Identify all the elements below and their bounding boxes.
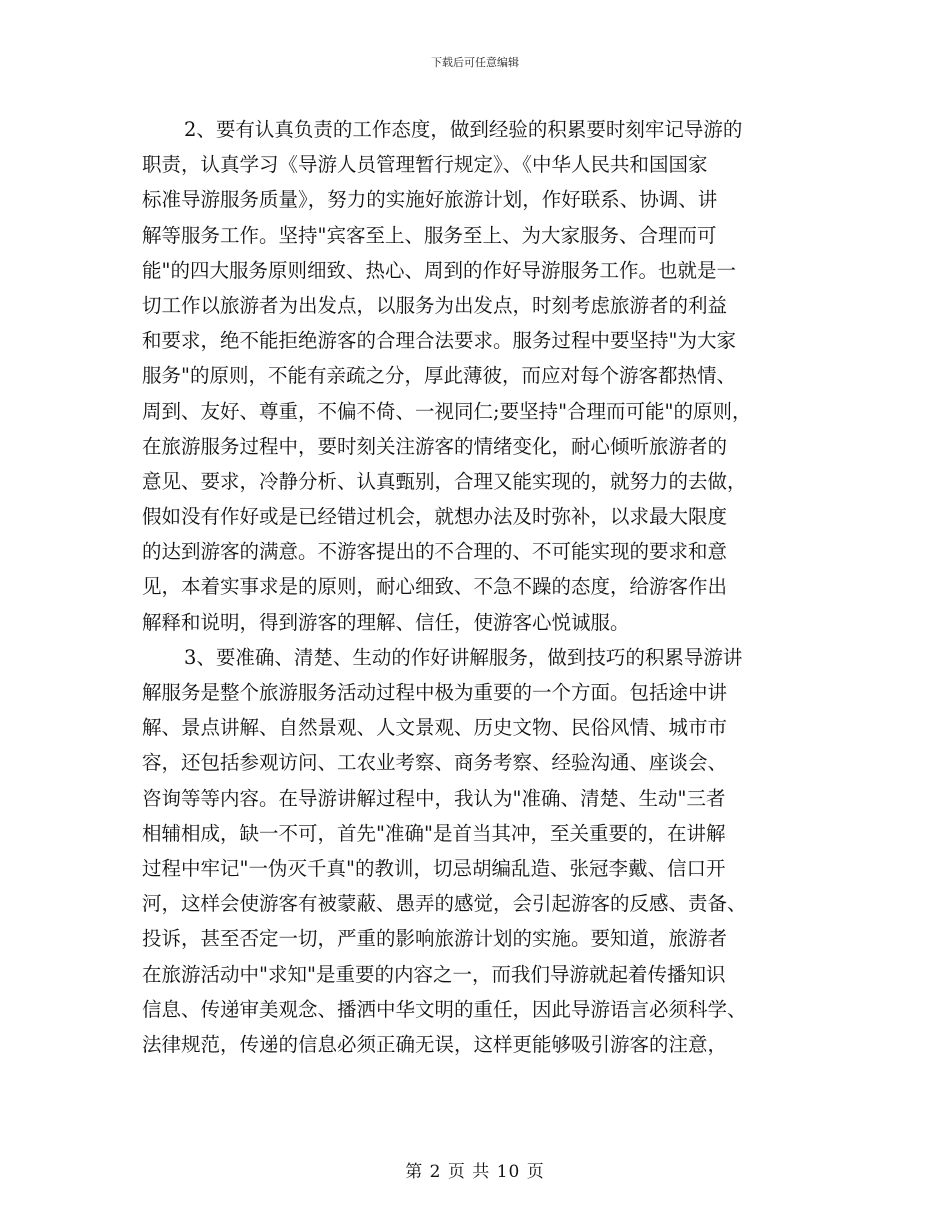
paragraph-line: 容，还包括参观访问、工农业考察、商务考察、经验沟通、座谈会、 [142,751,728,775]
paragraph-line: 能"的四大服务原则细致、热心、周到的作好导游服务工作。也就是一 [142,258,736,282]
paragraph-line: 解、景点讲解、自然景观、人文景观、历史文物、民俗风情、城市市 [142,716,728,740]
paragraph-line: 的达到游客的满意。不游客提出的不合理的、不可能实现的要求和意 [142,540,728,564]
header-note: 下载后可任意编辑 [431,56,519,69]
paragraph-line: 切工作以旅游者为出发点，以服务为出发点，时刻考虑旅游者的利益 [142,293,728,317]
paragraph-line: 解服务是整个旅游服务活动过程中极为重要的一个方面。包括途中讲 [142,681,728,704]
paragraph-line: 解释和说明，得到游客的理解、信任，使游客心悦诚服。 [142,610,630,634]
paragraph-line: 标准导游服务质量》，努力的实施好旅游计划，作好联系、协调、讲 [142,188,718,212]
paragraph-line: 意见、要求，冷静分析、认真甄别，合理又能实现的，就努力的去做， [142,469,747,493]
paragraph-line: 过程中牢记"一伪灭千真"的教训，切忌胡编乱造、张冠李戴、信口开 [142,856,726,880]
paragraph-line: 3、要准确、清楚、生动的作好讲解服务，做到技巧的积累导游讲 [184,645,743,669]
paragraph-line: 2、要有认真负责的工作态度，做到经验的积累要时刻牢记导游的 [184,118,743,141]
paragraph-line: 信息、传递审美观念、播洒中华文明的重任，因此导游语言必须科学、 [142,997,747,1021]
paragraph-line: 和要求，绝不能拒绝游客的合理合法要求。服务过程中要坚持"为大家 [142,329,736,353]
paragraph-line: 在旅游服务过程中，要时刻关注游客的情绪变化，耐心倾听旅游者的 [142,434,728,458]
paragraph-line: 服务"的原则，不能有亲疏之分，厚此薄彼，而应对每个游客都热情、 [142,364,736,388]
paragraph-line: 职责，认真学习《导游人员管理暂行规定》、《中华人民共和国国家 [142,153,708,177]
paragraph-line: 见，本着实事求是的原则，耐心细致、不急不躁的态度，给游客作出 [142,575,728,599]
paragraph-line: 在旅游活动中"求知"是重要的内容之一，而我们导游就起着传播知识 [142,962,726,986]
paragraph-line: 解等服务工作。坚持"宾客至上、服务至上、为大家服务、合理而可 [142,223,717,247]
paragraph-line: 相辅相成，缺一不可，首先"准确"是首当其冲，至关重要的，在讲解 [142,821,726,845]
document-body [142,112,814,1062]
paragraph-line: 周到、友好、尊重，不偏不倚、一视同仁;要坚持"合理而可能"的原则， [142,399,752,423]
paragraph-line: 投诉，甚至否定一切，严重的影响旅游计划的实施。要知道，旅游者 [142,927,728,951]
paragraph-line: 咨询等等内容。在导游讲解过程中，我认为"准确、清楚、生动"三者 [142,786,726,810]
paragraph-line: 假如没有作好或是已经错过机会，就想办法及时弥补，以求最大限度 [142,505,728,529]
paragraph-line: 河，这样会使游客有被蒙蔽、愚弄的感觉，会引起游客的反感、责备、 [142,892,747,916]
paragraph-line: 法律规范，传递的信息必须正确无误，这样更能够吸引游客的注意， [142,1032,728,1056]
page-number: 第 2 页 共 10 页 [405,1162,545,1182]
